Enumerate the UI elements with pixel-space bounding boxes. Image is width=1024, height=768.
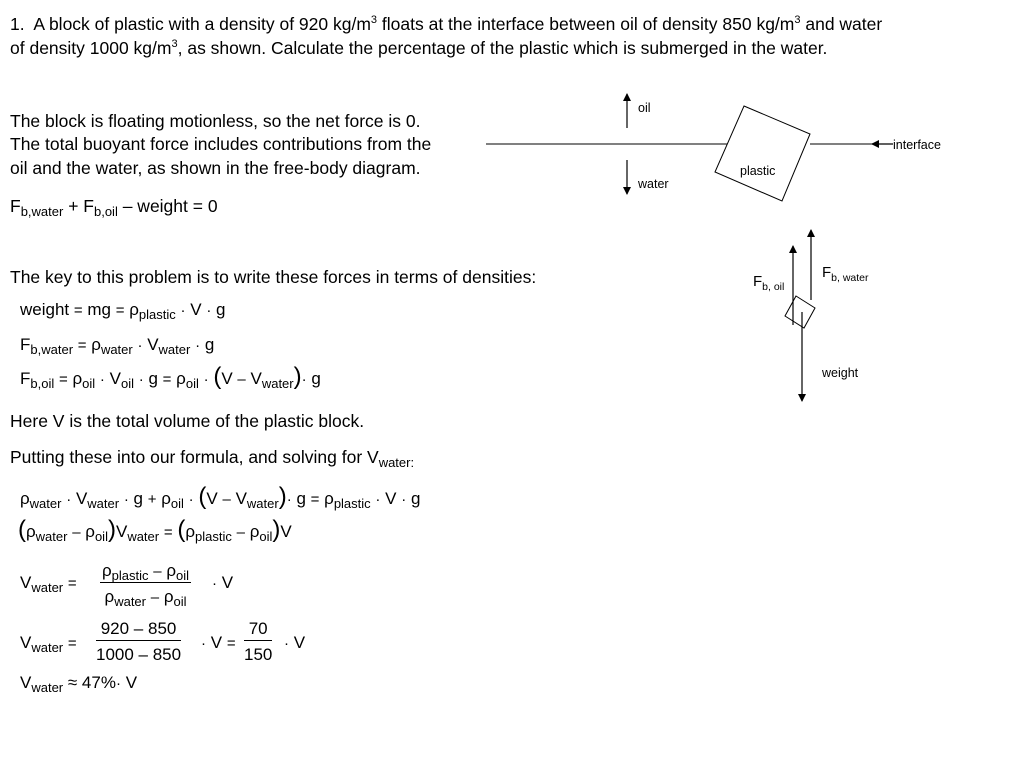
plastic-label: plastic bbox=[740, 164, 776, 178]
intro-line-1: The block is floating motionless, so the net force is 0. bbox=[10, 111, 421, 131]
fbd-block bbox=[785, 296, 815, 328]
vwater-numeric-mid: · V = bbox=[201, 633, 236, 652]
plastic-block bbox=[715, 106, 810, 201]
factored-equation: $(\rho_{water} - \rho_{oil})V_{water} = (\rho_{plastic} - \rho_{oil})V$ bbox=[18, 516, 292, 544]
interface-label: interface bbox=[893, 138, 941, 152]
key-sentence: The key to this problem is to write these forces in terms of densities: bbox=[10, 267, 537, 287]
vwater-numeric-rhs: · V bbox=[284, 633, 306, 652]
problem-line-2: of density 1000 $kg/m^3$, as shown. Calculate the percentage of the plastic which is submerged in the water. bbox=[10, 38, 828, 58]
combined-equation: $\rho_{water} \cdot V_{water} \cdot g + \rho_{oil} \cdot (V - V_{water})\cdot g = \rho_{plastic} \cdot V \cdot g$ bbox=[20, 483, 421, 511]
fb-oil-equation: $F_{b,oil} = \rho_{oil} \cdot V_{oil} \cdot g = \rho_{oil} \cdot (V - V_{water})\cdot g$ bbox=[20, 363, 321, 391]
solve-note: Putting these into our formula, and solving for $V_{water:}$ bbox=[10, 447, 415, 470]
problem-number: 1. bbox=[10, 14, 25, 34]
vwater-numeric-lhs: $V_{water}$ = bbox=[20, 633, 77, 655]
weight-equation: weight = mg = $\rho_{plastic} \cdot V \cdot g$ bbox=[20, 300, 226, 322]
weight-label: weight bbox=[822, 366, 859, 380]
oil-label: oil bbox=[638, 101, 651, 115]
intro-line-2: The total buoyant force includes contributions from the bbox=[10, 134, 432, 154]
result-equation: $V_{water} \approx 47\%\cdot V$ bbox=[20, 673, 138, 695]
fb-water-label: $F_{b, water}$ bbox=[822, 264, 869, 284]
water-label: water bbox=[638, 177, 669, 191]
volume-note: Here V is the total volume of the plastic block. bbox=[10, 411, 365, 431]
vwater-formula-fraction: $\rho_{plastic} - \rho_{oil}$ $\rho_{water} - \rho_{oil}$ bbox=[102, 561, 190, 609]
intro-line-3: oil and the water, as shown in the free-body diagram. bbox=[10, 158, 421, 178]
vwater-numeric-fraction-b: $\frac{70}{150}$ bbox=[244, 619, 273, 664]
fb-water-equation: $F_{b,water} = \rho_{water} \cdot V_{water} \cdot g$ bbox=[20, 335, 215, 357]
vwater-formula-rhs: · V bbox=[212, 573, 234, 592]
net-force-equation: $F_{b,water} + F_{b,oil}$ – weight = 0 bbox=[10, 196, 218, 219]
problem-line-1: 1. A block of plastic with a density of 920 $kg/m^3$ floats at the interface between oil of density 850 $kg/m^3$ and water bbox=[10, 14, 883, 34]
vwater-numeric-fraction-a: $\frac{920 - 850}{1000 - 850}$ bbox=[96, 619, 182, 664]
vwater-formula-lhs: $V_{water}$ = bbox=[20, 573, 77, 595]
fb-oil-label: $F_{b, oil}$ bbox=[753, 273, 785, 293]
